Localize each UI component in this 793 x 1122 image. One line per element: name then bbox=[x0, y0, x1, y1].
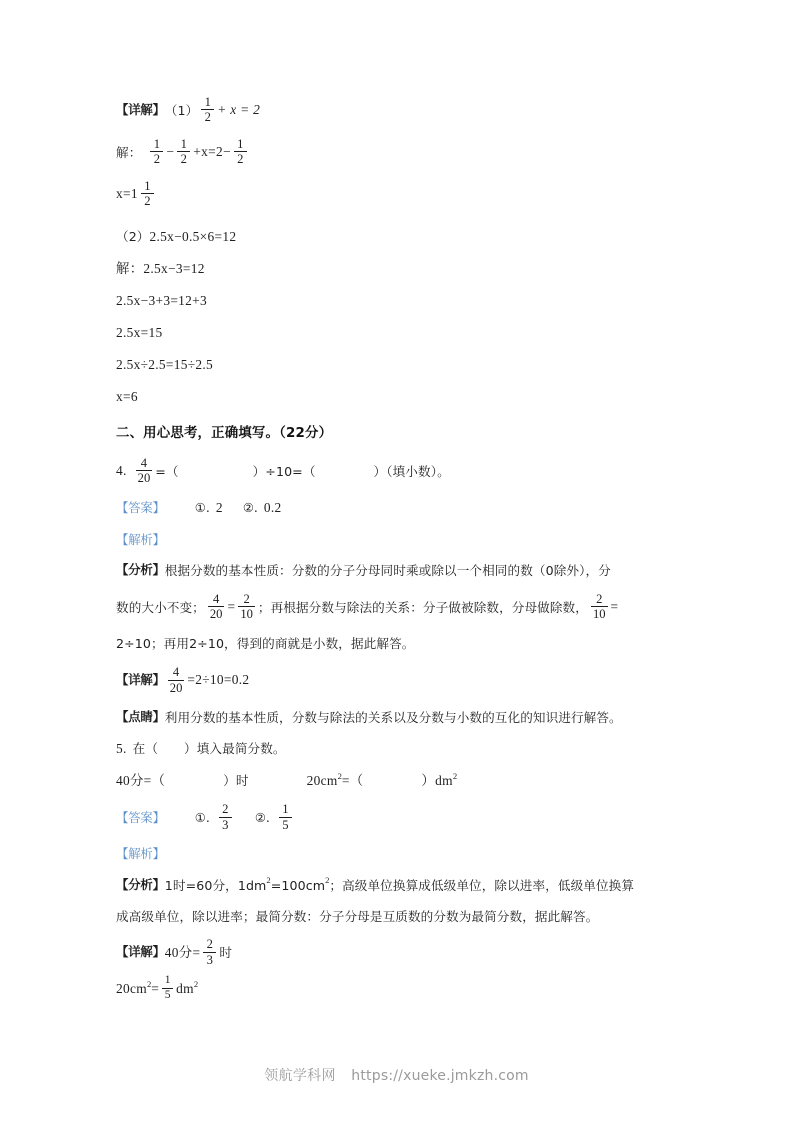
question-4-fenxi-line1 bbox=[116, 562, 694, 579]
question-4-stem bbox=[116, 457, 694, 485]
q2-step2: 2.5x−3+3=12+3 bbox=[116, 292, 208, 308]
section-2-heading-row bbox=[116, 425, 694, 443]
question-4-eq-part3: ）（填小数）。 bbox=[373, 463, 450, 479]
fraction-numerator: 1 bbox=[282, 802, 289, 817]
detail-q1-result bbox=[116, 180, 694, 208]
fraction-numerator: 1 bbox=[180, 136, 187, 151]
dianjing-text: 利用分数的基本性质，分数与除法的关系以及分数与小数的互化的知识进行解答。 bbox=[164, 709, 622, 725]
fraction-2-over-10-a bbox=[238, 593, 255, 621]
fraction-4-over-20 bbox=[136, 457, 153, 485]
question-4-fenxi-line3 bbox=[116, 635, 694, 652]
q5-right-c: ）dm bbox=[421, 772, 453, 788]
fraction-2-over-3-a bbox=[219, 803, 232, 831]
fenxi-text-b: 数的大小不变； bbox=[116, 599, 205, 615]
answer-1-marker: ①. bbox=[194, 809, 210, 825]
xiangjie-equation: =2÷10=0.2 bbox=[187, 672, 250, 688]
q5-right-sup-1: 2 bbox=[337, 770, 342, 781]
answer-1-marker: ①. bbox=[194, 500, 210, 516]
fraction-denominator: 20 bbox=[209, 607, 223, 622]
fraction-1-over-2-c bbox=[234, 138, 247, 166]
q5-fenxi-sup-1: 2 bbox=[266, 875, 271, 886]
fraction-denominator: 3 bbox=[222, 817, 229, 832]
fraction-numerator: 2 bbox=[206, 937, 213, 952]
fraction-1-over-5-b bbox=[162, 975, 173, 1001]
detail-q2-step2 bbox=[116, 292, 694, 310]
fraction-denominator: 2 bbox=[180, 152, 187, 167]
fraction-denominator: 10 bbox=[240, 607, 253, 622]
jiexi-tag: 【解析】 bbox=[116, 531, 165, 547]
content-column bbox=[116, 96, 694, 1002]
answer-2-marker: ②. bbox=[254, 809, 270, 825]
q5-xiangjie-b: 时 bbox=[219, 945, 233, 961]
q5-xiangjie2-b: = bbox=[151, 980, 160, 996]
q5-xiangjie2-a: 20cm bbox=[116, 980, 147, 996]
fraction-numerator: 4 bbox=[172, 664, 180, 679]
q5-fenxi-b: =100cm bbox=[270, 877, 326, 893]
fraction-numerator: 1 bbox=[153, 136, 161, 151]
operator-minus: − bbox=[166, 144, 175, 160]
question-4-number: 4. bbox=[116, 463, 127, 479]
question-5-number: 5. bbox=[116, 740, 127, 756]
footer-watermark bbox=[0, 1065, 793, 1085]
question-5-jiexi-row bbox=[116, 846, 694, 863]
detail-q1-line bbox=[116, 96, 694, 124]
fraction-numerator: 2 bbox=[222, 802, 229, 817]
q5-fenxi-a: 1时=60分，1dm bbox=[164, 877, 267, 893]
fraction-1-over-2-a bbox=[150, 138, 163, 166]
answer-tag: 【答案】 bbox=[116, 809, 165, 825]
q5-xiangjie2-sup-2: 2 bbox=[193, 979, 199, 990]
fenxi-tag: 【分析】 bbox=[116, 876, 165, 892]
q5-left-a: 40分=（ bbox=[116, 772, 166, 788]
q1-result-prefix: x=1 bbox=[116, 186, 138, 202]
question-4-answer-row bbox=[116, 499, 694, 517]
fraction-denominator: 5 bbox=[282, 817, 289, 832]
fraction-numerator: 1 bbox=[144, 178, 151, 193]
question-5-answer-row bbox=[116, 804, 694, 832]
q2-step4: 2.5x÷2.5=15÷2.5 bbox=[116, 356, 214, 372]
q5-xiangjie2-c: dm bbox=[176, 980, 194, 996]
q1-equation: + x = 2 bbox=[217, 102, 261, 118]
fraction-denominator: 20 bbox=[137, 471, 151, 486]
fraction-denominator: 2 bbox=[144, 194, 151, 209]
q1-step1-mid: +x=2− bbox=[193, 144, 231, 160]
detail-q2-step4 bbox=[116, 356, 694, 374]
q5-fenxi-c: ；高级单位换算成低级单位，除以进率，低级单位换算 bbox=[329, 877, 635, 893]
fraction-numerator: 2 bbox=[243, 591, 250, 606]
answer-2-marker: ②. bbox=[242, 500, 258, 516]
fenxi-text-a: 根据分数的基本性质：分数的分子分母同时乘或除以一个相同的数（0除外），分 bbox=[164, 563, 611, 579]
fraction-1-over-5-a bbox=[279, 803, 292, 831]
q5-right-sup-2: 2 bbox=[452, 770, 458, 781]
fraction-numerator: 1 bbox=[164, 974, 171, 987]
q5-fenxi-line2: 成高级单位，除以进率；最简分数：分子分母是互质数的分数为最简分数，据此解答。 bbox=[116, 908, 599, 924]
answer-tag: 【答案】 bbox=[116, 500, 165, 516]
dianjing-tag: 【点睛】 bbox=[116, 708, 165, 724]
detail-tag: 【详解】 bbox=[116, 101, 165, 117]
fraction-1-over-2 bbox=[201, 96, 214, 124]
fenxi-text-c: ；再根据分数与除法的关系：分子做被除数，分母做除数， bbox=[257, 599, 588, 615]
q5-right-a: 20cm bbox=[306, 772, 338, 788]
fraction-1-over-2-result bbox=[141, 180, 154, 208]
question-4-xiangjie-row bbox=[116, 666, 694, 694]
q2-step3: 2.5x=15 bbox=[116, 324, 163, 340]
fraction-numerator: 4 bbox=[213, 591, 220, 606]
fraction-denominator: 2 bbox=[153, 152, 161, 167]
q2-label: （2） bbox=[116, 229, 150, 245]
fenxi-tag: 【分析】 bbox=[116, 562, 165, 578]
fraction-2-over-3-b bbox=[203, 938, 216, 966]
question-5-fenxi-line1 bbox=[116, 877, 694, 894]
xiangjie-tag: 【详解】 bbox=[116, 672, 165, 688]
question-5-xiangjie-line1 bbox=[116, 939, 694, 967]
detail-q2-result bbox=[116, 388, 694, 406]
answer-1-value: 2 bbox=[215, 500, 223, 516]
detail-q2-line bbox=[116, 228, 694, 246]
section-2-heading: 二、用心思考，正确填写。（22分） bbox=[116, 426, 333, 442]
fraction-numerator: 4 bbox=[140, 455, 148, 470]
fraction-denominator: 10 bbox=[592, 607, 606, 622]
q5-xiangjie2-sup-1: 2 bbox=[146, 979, 152, 990]
equals-sign-1: = bbox=[227, 599, 236, 615]
fenxi-text-d: 2÷10；再用2÷10，得到的商就是小数，据此解答。 bbox=[116, 636, 415, 652]
q5-xiangjie-a: 40分= bbox=[164, 944, 201, 960]
detail-q2-step3 bbox=[116, 324, 694, 342]
fraction-1-over-2-b bbox=[177, 138, 190, 166]
q1-label: （1） bbox=[164, 102, 199, 118]
xiangjie-tag: 【详解】 bbox=[116, 944, 165, 960]
watermark-site-name: 领航学科网 bbox=[264, 1068, 336, 1084]
fraction-denominator: 20 bbox=[169, 680, 183, 695]
fraction-4-over-20-b bbox=[208, 593, 225, 621]
question-4-eq-part1: =（ bbox=[155, 463, 179, 479]
question-5-stem bbox=[116, 740, 694, 758]
q2-equation: 2.5x−0.5×6=12 bbox=[149, 228, 237, 244]
fraction-numerator: 1 bbox=[237, 136, 244, 151]
q2-step1: 解：2.5x−3=12 bbox=[116, 260, 205, 276]
question-4-eq-part2: ）÷10=（ bbox=[252, 463, 316, 479]
watermark-url: https://xueke.jmkzh.com bbox=[351, 1068, 529, 1084]
solve-prefix: 解： bbox=[116, 144, 142, 160]
question-4-jiexi-row bbox=[116, 532, 694, 549]
fraction-4-over-20-c bbox=[168, 666, 185, 694]
question-5-stem-a: 在（ bbox=[132, 741, 159, 757]
detail-q1-step1 bbox=[116, 138, 694, 166]
question-5-fenxi-line2 bbox=[116, 908, 694, 925]
question-5-fill-row bbox=[116, 772, 694, 790]
jiexi-tag: 【解析】 bbox=[116, 845, 165, 861]
question-5-stem-b: ）填入最简分数。 bbox=[184, 741, 286, 757]
fraction-denominator: 5 bbox=[164, 988, 171, 1001]
fraction-numerator: 1 bbox=[204, 94, 211, 109]
fraction-denominator: 2 bbox=[204, 110, 211, 125]
q5-fenxi-sup-2: 2 bbox=[325, 875, 330, 886]
question-4-dianjing-row bbox=[116, 709, 694, 726]
question-5-xiangjie-line2 bbox=[116, 976, 694, 1002]
fraction-denominator: 2 bbox=[237, 152, 244, 167]
fraction-2-over-10-b bbox=[591, 593, 608, 621]
fraction-denominator: 3 bbox=[206, 952, 213, 967]
q5-right-b: =（ bbox=[341, 772, 364, 788]
fraction-numerator: 2 bbox=[596, 591, 603, 606]
detail-q2-step1 bbox=[116, 260, 694, 278]
equals-sign-2: = bbox=[610, 599, 619, 615]
q2-result: x=6 bbox=[116, 389, 138, 405]
answer-2-value: 0.2 bbox=[263, 500, 282, 516]
question-4-fenxi-line2 bbox=[116, 593, 694, 621]
q5-left-b: ）时 bbox=[223, 773, 249, 789]
